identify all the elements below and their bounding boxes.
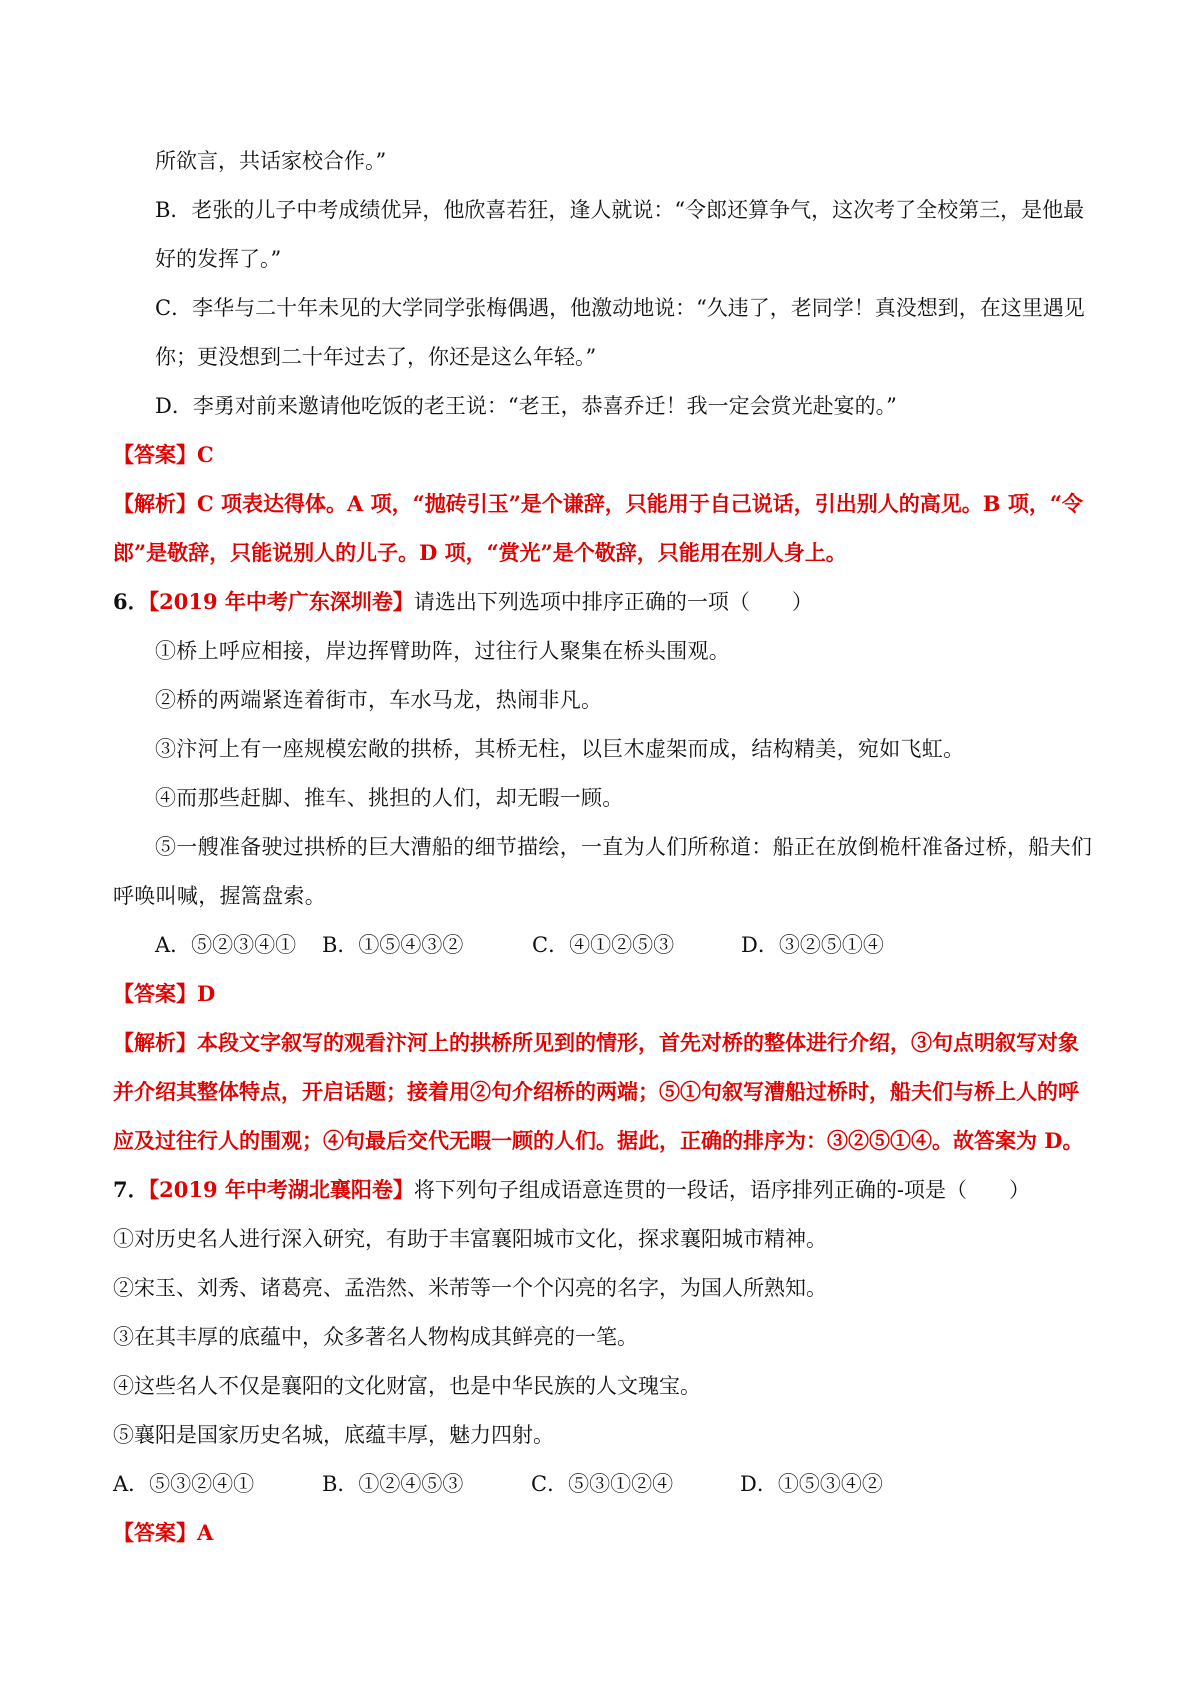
q5-option-a-continuation: 所欲言，共话家校合作。” xyxy=(155,149,387,173)
q6-option-c: C．④①②⑤③ xyxy=(532,933,675,957)
q5-option-c-line2: 你；更没想到二十年过去了，你还是这么年轻。” xyxy=(155,345,597,369)
q7-options xyxy=(113,1469,883,1499)
q6-options xyxy=(155,930,884,960)
q5-option-b-line1: B．老张的儿子中考成绩优异，他欣喜若狂，逢人就说：“令郎还算争气，这次考了全校第三，是他最 xyxy=(155,198,1085,222)
q6-sentence-5-line2: 呼唤叫喊，握篙盘索。 xyxy=(113,884,326,908)
q6-question xyxy=(113,587,813,617)
q7-sentence-2: ②宋玉、刘秀、诸葛亮、孟浩然、米芾等一个个闪亮的名字，为国人所熟知。 xyxy=(113,1276,827,1300)
q6-option-b: B．①⑤④③② xyxy=(322,933,464,957)
q7-stem: 将下列句子组成语意连贯的一段话，语序排列正确的-项是（ ） xyxy=(413,1178,1030,1202)
q7-sentence-1: ①对历史名人进行深入研究，有助于丰富襄阳城市文化，探求襄阳城市精神。 xyxy=(113,1227,827,1251)
q6-option-d: D．③②⑤①④ xyxy=(741,933,884,957)
q6-number: 6． xyxy=(113,589,149,614)
q7-option-c: C．⑤③①②④ xyxy=(531,1472,674,1496)
q5-analysis-line1: 【解析】C 项表达得体。A 项，“抛砖引玉”是个谦辞，只能用于自己说话，引出别人的高见。B 项，“令 xyxy=(113,491,1083,516)
q7-source: 【2019 年中考湖北襄阳卷】 xyxy=(148,1177,414,1202)
q6-sentence-2: ②桥的两端紧连着街市，车水马龙，热闹非凡。 xyxy=(155,688,603,712)
q7-option-b: B．①②④⑤③ xyxy=(322,1472,464,1496)
q7-answer: 【答案】A xyxy=(113,1520,214,1545)
q5-answer: 【答案】C xyxy=(113,442,214,467)
q7-sentence-3: ③在其丰厚的底蕴中，众多著名人物构成其鲜亮的一笔。 xyxy=(113,1325,638,1349)
q5-option-d: D．李勇对前来邀请他吃饭的老王说：“老王，恭喜乔迁！我一定会赏光赴宴的。” xyxy=(155,394,897,418)
q7-option-d: D．①⑤③④② xyxy=(740,1472,883,1496)
q6-source: 【2019 年中考广东深圳卷】 xyxy=(148,589,414,614)
q7-option-a: A．⑤③②④① xyxy=(113,1472,255,1496)
q5-option-b-line2: 好的发挥了。” xyxy=(155,247,282,271)
q7-sentence-5: ⑤襄阳是国家历史名城，底蕴丰厚，魅力四射。 xyxy=(113,1423,554,1447)
q6-sentence-5-line1: ⑤一艘准备驶过拱桥的巨大漕船的细节描绘，一直为人们所称道：船正在放倒桅杆准备过桥，船夫们 xyxy=(155,835,1093,859)
q6-answer: 【答案】D xyxy=(113,981,216,1006)
q7-question xyxy=(113,1175,1030,1205)
q5-option-c-line1: C．李华与二十年未见的大学同学张梅偶遇，他激动地说：“久违了，老同学！真没想到，在这里遇见 xyxy=(155,296,1085,320)
q6-analysis-line1: 【解析】本段文字叙写的观看汴河上的拱桥所见到的情形，首先对桥的整体进行介绍，③句点明叙写对象 xyxy=(113,1030,1079,1055)
q6-sentence-1: ①桥上呼应相接，岸边挥臂助阵，过往行人聚集在桥头围观。 xyxy=(155,639,731,663)
q7-sentence-4: ④这些名人不仅是襄阳的文化财富，也是中华民族的人文瑰宝。 xyxy=(113,1374,701,1398)
q6-stem: 请选出下列选项中排序正确的一项（ ） xyxy=(413,590,813,614)
q7-number: 7． xyxy=(113,1177,149,1202)
q6-sentence-3: ③汴河上有一座规模宏敞的拱桥，其桥无柱，以巨木虚架而成，结构精美，宛如飞虹。 xyxy=(155,737,965,761)
q6-analysis-line2: 并介绍其整体特点，开启话题；接着用②句介绍桥的两端；⑤①句叙写漕船过桥时，船夫们与桥上人的呼 xyxy=(113,1079,1079,1104)
q6-sentence-4: ④而那些赶脚、推车、挑担的人们，却无暇一顾。 xyxy=(155,786,624,810)
q5-analysis-line2: 郎”是敬辞，只能说别人的儿子。D 项，“赏光”是个敬辞，只能用在别人身上。 xyxy=(113,540,847,565)
q6-option-a: A．⑤②③④① xyxy=(155,933,297,957)
q6-analysis-line3: 应及过往行人的围观；④句最后交代无暇一顾的人们。据此，正确的排序为：③②⑤①④。故答案为 D。 xyxy=(113,1128,1084,1153)
